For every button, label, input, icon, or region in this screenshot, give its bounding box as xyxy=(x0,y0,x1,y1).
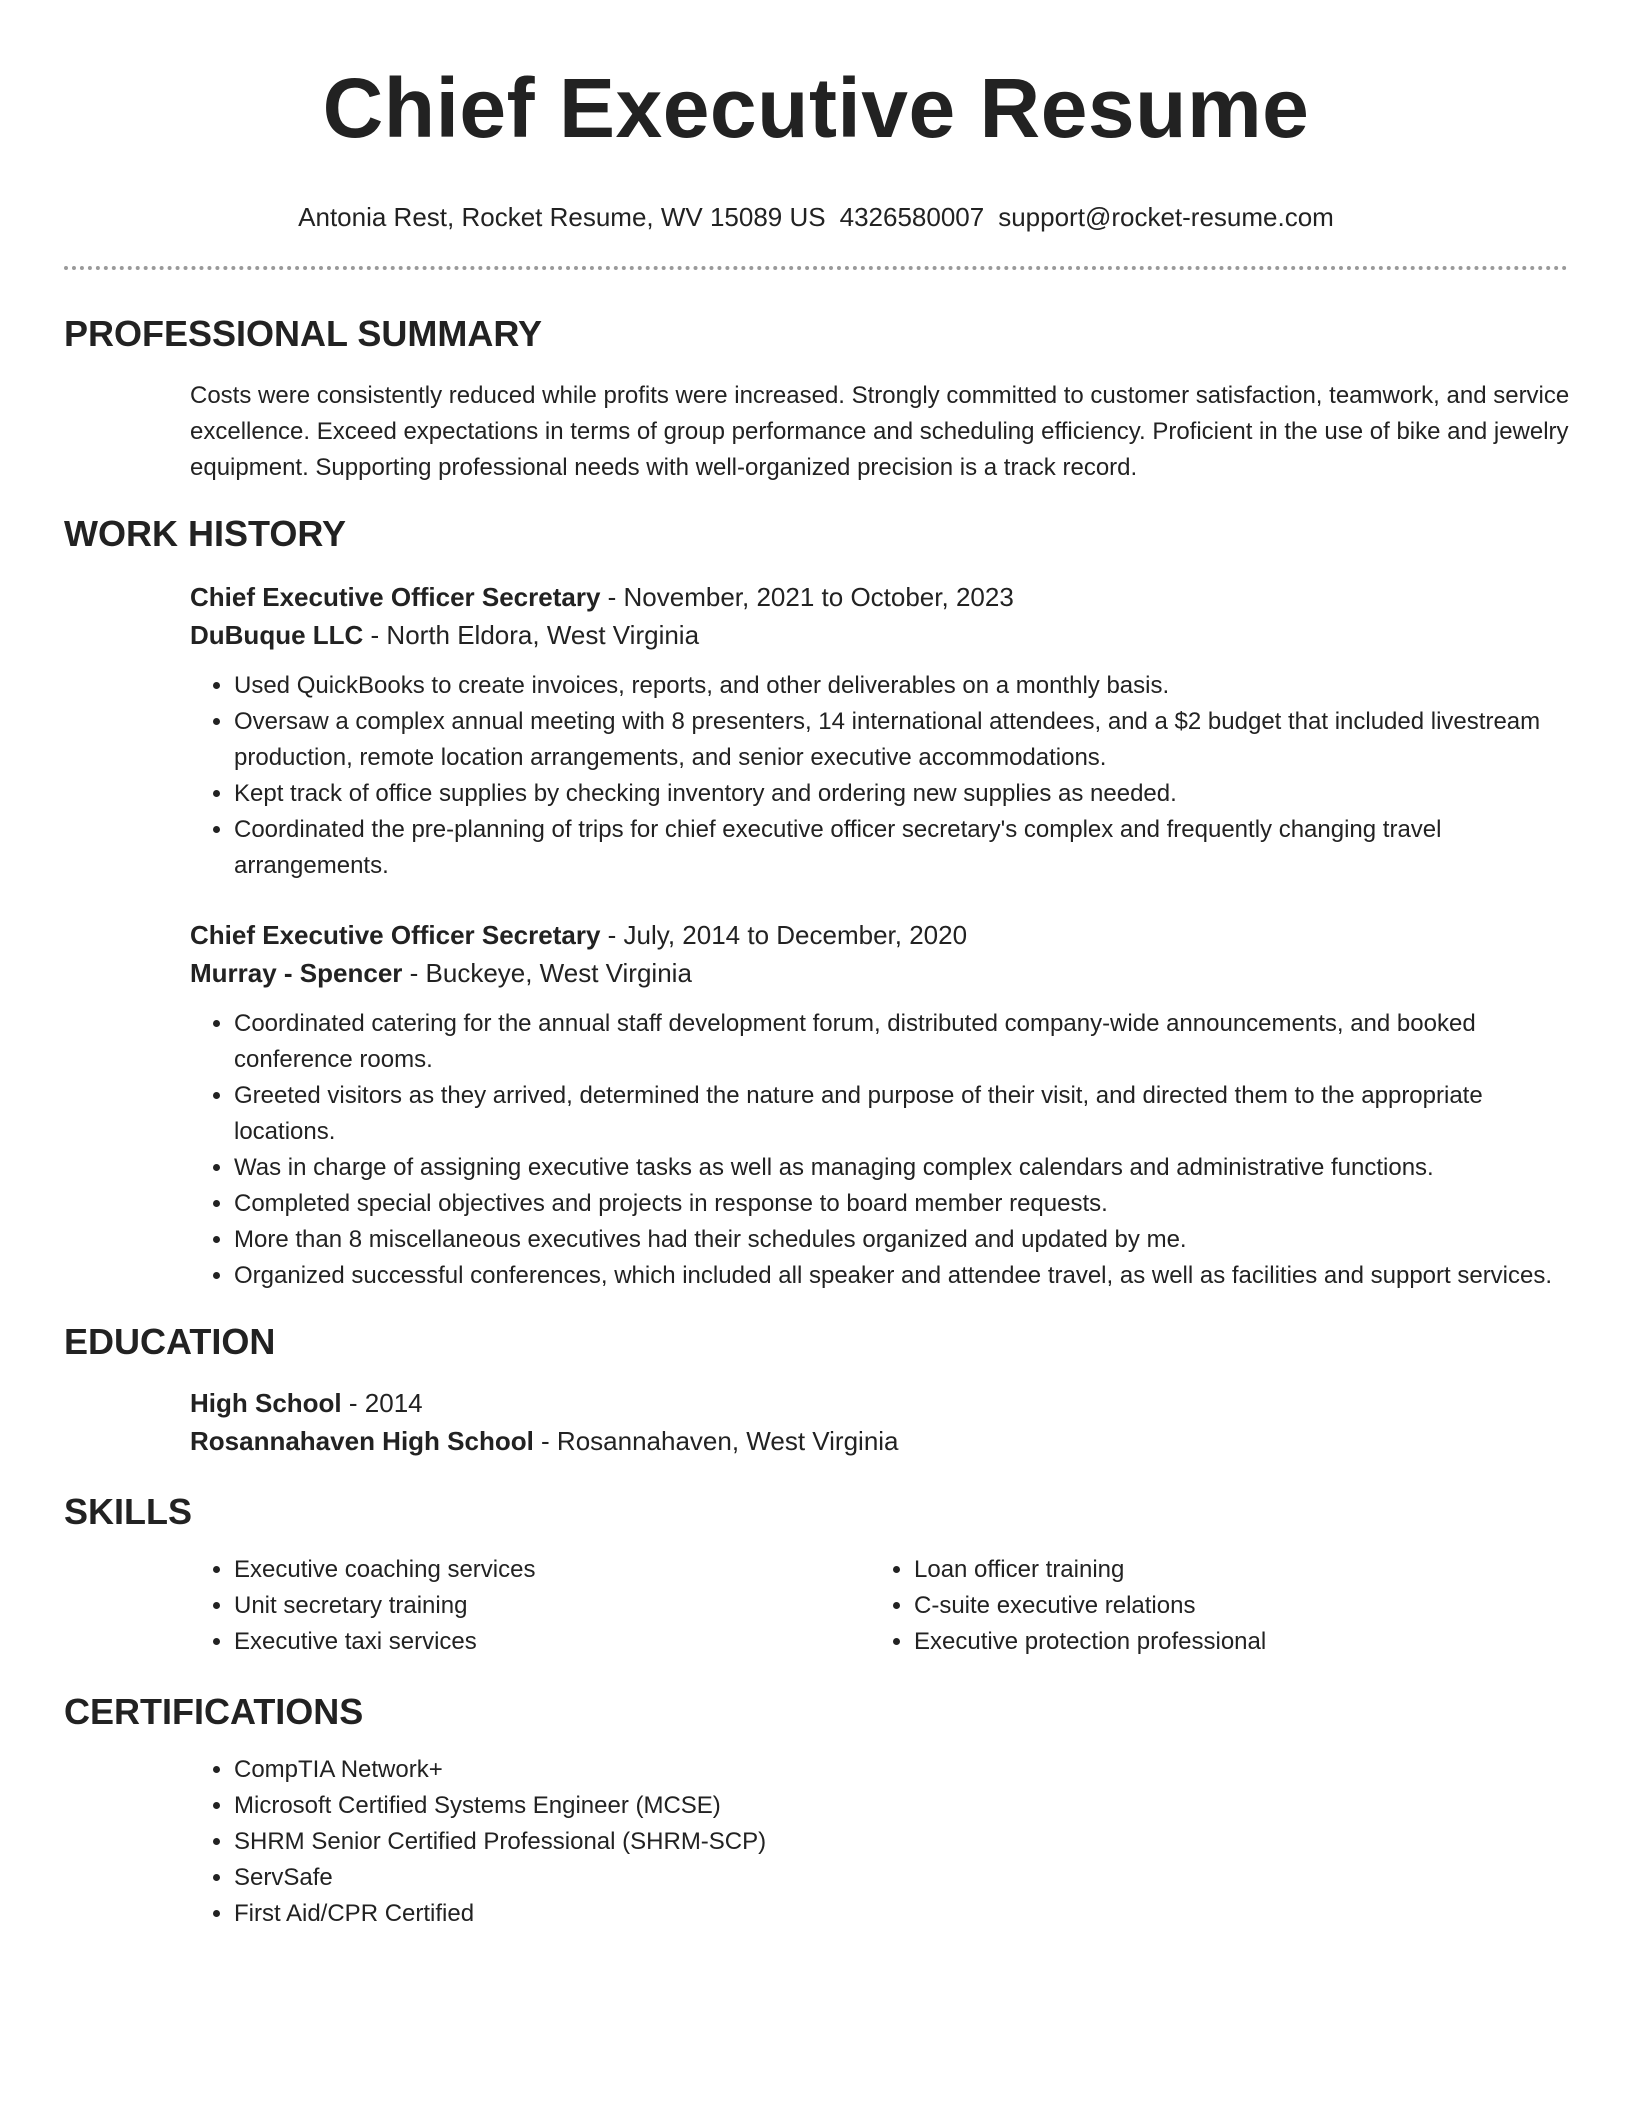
header-divider xyxy=(64,266,1568,270)
summary-text: Costs were consistently reduced while profits were increased. Strongly committed to customer satisfaction, teamwork, and service excellence. Exceed expectations in terms of group performance and scheduling efficiency. Proficient in the use of bike and jewelry equipment. Supporting professional needs with well-organized precision is a track record. xyxy=(190,382,1570,481)
summary-heading: PROFESSIONAL SUMMARY xyxy=(64,313,543,354)
skills-list-right xyxy=(870,1552,1470,1660)
job-bullet: • Oversaw a complex annual meeting with 8 presenters, 14 international attendees, and a $2 budget that included livestream production, remote location arrangements, and senior executive accommodations. xyxy=(234,704,1572,776)
skill-item: • Executive taxi services xyxy=(234,1624,870,1660)
job-bullet: • Completed special objectives and projects in response to board member requests. xyxy=(234,1186,1572,1222)
job-bullets xyxy=(190,1006,1572,1294)
job-title-line xyxy=(190,578,1572,616)
skills-section xyxy=(0,1490,1632,1660)
certifications-section xyxy=(0,1690,1632,1932)
job-location: - North Eldora, West Virginia xyxy=(363,620,700,650)
work-history-section xyxy=(0,512,1632,1294)
skills-list-left xyxy=(190,1552,870,1660)
contact-line xyxy=(0,200,1632,234)
job-entry xyxy=(190,578,1572,884)
job-title: Chief Executive Officer Secretary xyxy=(190,582,601,612)
education-heading: EDUCATION xyxy=(64,1321,276,1362)
job-dates: - November, 2021 to October, 2023 xyxy=(600,582,1014,612)
contact-email[interactable]: support@rocket-resume.com xyxy=(998,202,1334,232)
education-school-line xyxy=(190,1422,1572,1460)
job-bullet: • Greeted visitors as they arrived, determined the nature and purpose of their visit, and directed them to the appropriate locations. xyxy=(234,1078,1572,1150)
summary-section xyxy=(0,312,1632,486)
skill-item: • Loan officer training xyxy=(914,1552,1470,1588)
skills-heading: SKILLS xyxy=(64,1491,193,1532)
skill-item: • C-suite executive relations xyxy=(914,1588,1470,1624)
certification-item: • ServSafe xyxy=(234,1860,1572,1896)
education-location: - Rosannahaven, West Virginia xyxy=(533,1426,899,1456)
contact-address: Antonia Rest, Rocket Resume, WV 15089 US xyxy=(298,202,826,232)
job-company-line xyxy=(190,616,1572,654)
certification-item: • Microsoft Certified Systems Engineer (MCSE) xyxy=(234,1788,1572,1824)
education-section xyxy=(0,1320,1632,1460)
job-bullets xyxy=(190,668,1572,884)
page-title: Chief Executive Resume xyxy=(322,61,1310,155)
certification-item: • First Aid/CPR Certified xyxy=(234,1896,1572,1932)
job-company-line xyxy=(190,954,1572,992)
education-degree-line xyxy=(190,1384,1572,1422)
job-bullet: • Organized successful conferences, which included all speaker and attendee travel, as well as facilities and support services. xyxy=(234,1258,1572,1294)
job-dates: - July, 2014 to December, 2020 xyxy=(600,920,968,950)
job-company: DuBuque LLC xyxy=(190,620,364,650)
job-bullet: • More than 8 miscellaneous executives had their schedules organized and updated by me. xyxy=(234,1222,1572,1258)
certification-item: • CompTIA Network+ xyxy=(234,1752,1572,1788)
skills-grid xyxy=(190,1552,1572,1660)
job-bullet: • Coordinated the pre-planning of trips for chief executive officer secretary's complex and frequently changing travel arrangements. xyxy=(234,812,1572,884)
job-bullet: • Coordinated catering for the annual staff development forum, distributed company-wide announcements, and booked conference rooms. xyxy=(234,1006,1572,1078)
job-entry xyxy=(190,916,1572,1294)
skill-item: • Executive protection professional xyxy=(914,1624,1470,1660)
job-bullet: • Was in charge of assigning executive tasks as well as managing complex calendars and administrative functions. xyxy=(234,1150,1572,1186)
skill-item: • Unit secretary training xyxy=(234,1588,870,1624)
certification-item: • SHRM Senior Certified Professional (SHRM-SCP) xyxy=(234,1824,1572,1860)
job-company: Murray - Spencer xyxy=(190,958,403,988)
job-title-line xyxy=(190,916,1572,954)
job-bullet: • Used QuickBooks to create invoices, reports, and other deliverables on a monthly basis. xyxy=(234,668,1572,704)
skill-item: • Executive coaching services xyxy=(234,1552,870,1588)
job-bullet: • Kept track of office supplies by checking inventory and ordering new supplies as needed. xyxy=(234,776,1572,812)
certifications-heading: CERTIFICATIONS xyxy=(64,1691,364,1732)
contact-phone: 4326580007 xyxy=(839,202,985,232)
certifications-list xyxy=(190,1752,1572,1932)
work-history-heading: WORK HISTORY xyxy=(64,513,347,554)
education-year: - 2014 xyxy=(341,1388,423,1418)
job-location: - Buckeye, West Virginia xyxy=(402,958,692,988)
education-school: Rosannahaven High School xyxy=(190,1426,534,1456)
job-title: Chief Executive Officer Secretary xyxy=(190,920,601,950)
education-degree: High School xyxy=(190,1388,342,1418)
